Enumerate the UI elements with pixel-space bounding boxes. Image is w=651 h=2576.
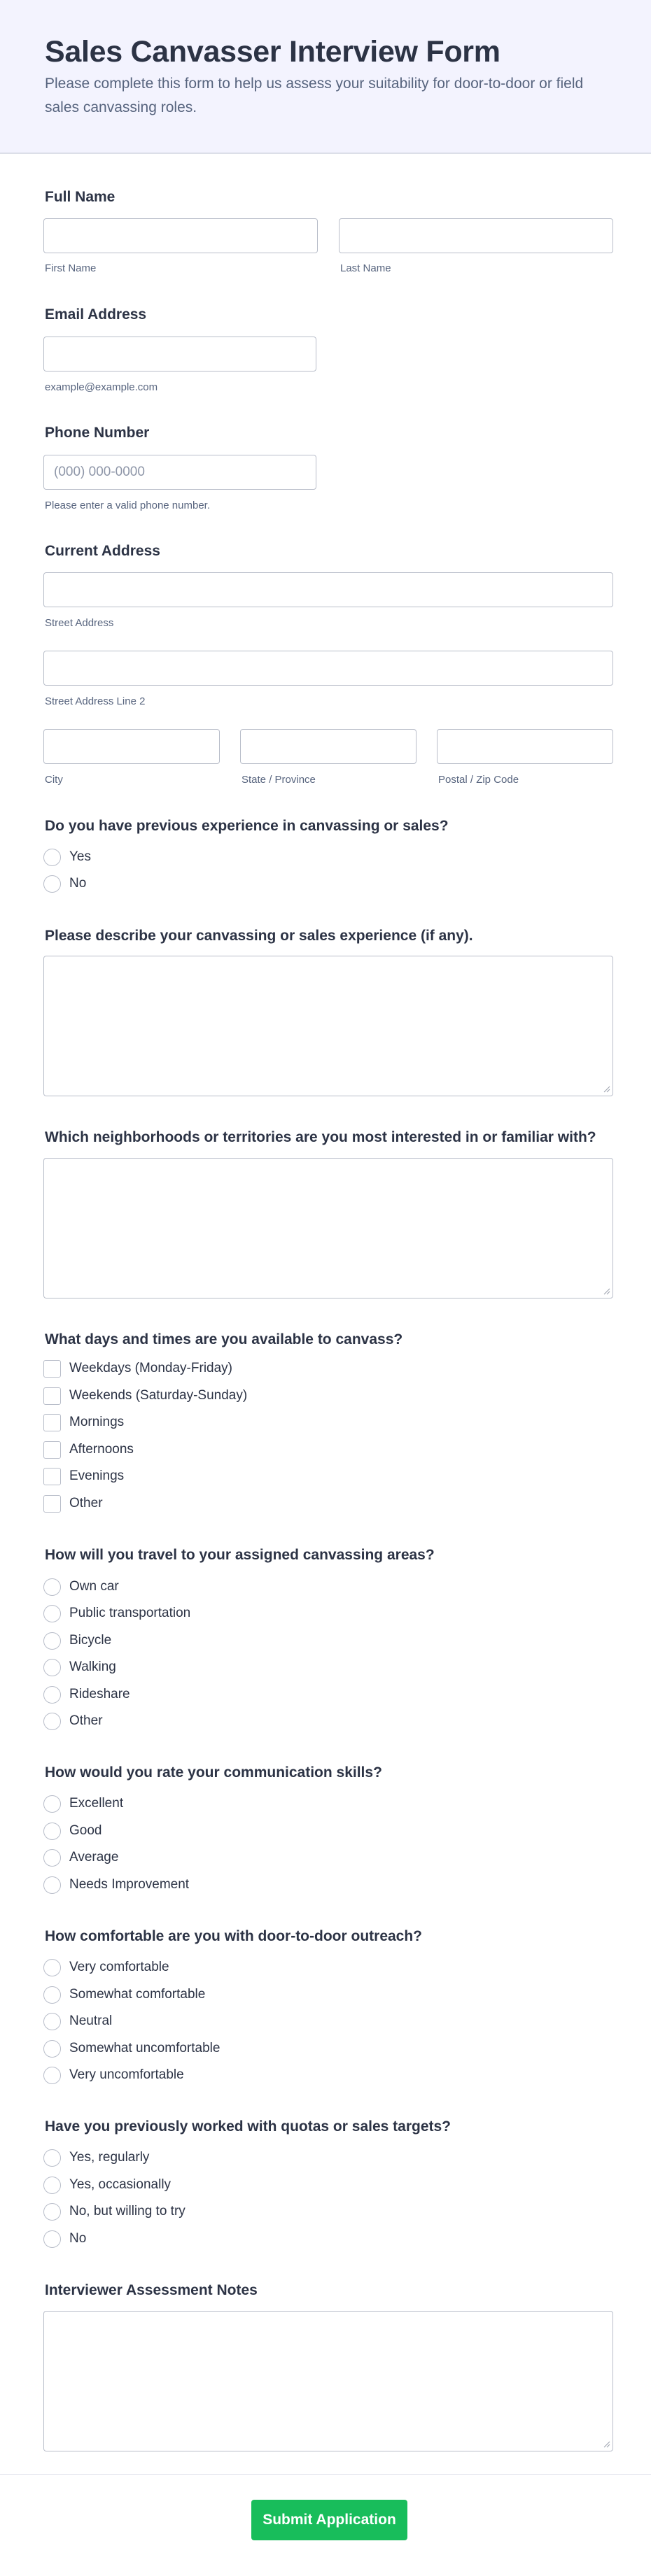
assessment-notes-textarea[interactable] xyxy=(43,2311,613,2451)
communication-option-average[interactable] xyxy=(43,1847,118,1868)
comfort-option-somewhat-uncomfortable[interactable] xyxy=(43,2038,220,2059)
communication-label: How would you rate your communication skills? xyxy=(45,1764,382,1781)
city-sublabel: City xyxy=(45,774,63,786)
comfort-option-neutral[interactable] xyxy=(43,2011,112,2032)
radio-button[interactable] xyxy=(43,1632,61,1650)
assessment-notes-label: Interviewer Assessment Notes xyxy=(45,2282,258,2298)
radio-button[interactable] xyxy=(43,1605,61,1622)
phone-input[interactable] xyxy=(43,455,316,490)
resize-grip-icon[interactable] xyxy=(602,2440,610,2448)
radio-button[interactable] xyxy=(43,1686,61,1704)
option-label: Weekdays (Monday-Friday) xyxy=(69,1361,233,1375)
travel-option-bicycle[interactable] xyxy=(43,1630,111,1651)
option-label: Other xyxy=(69,1713,103,1728)
option-label: Own car xyxy=(69,1579,119,1594)
comfort-label: How comfortable are you with door-to-door outreach? xyxy=(45,1928,423,1944)
comfort-option-very-comfortable[interactable] xyxy=(43,1957,169,1978)
option-label: Very uncomfortable xyxy=(69,2067,184,2082)
quotas-option-no-but-willing[interactable] xyxy=(43,2201,186,2222)
phone-sublabel: Please enter a valid phone number. xyxy=(45,500,210,511)
option-label: Good xyxy=(69,1823,102,1838)
quotas-option-yes-regularly[interactable] xyxy=(43,2147,149,2168)
communication-option-good[interactable] xyxy=(43,1820,102,1841)
availability-option-weekdays[interactable] xyxy=(43,1358,232,1379)
radio-button[interactable] xyxy=(43,1713,61,1730)
checkbox[interactable] xyxy=(43,1441,61,1459)
checkbox[interactable] xyxy=(43,1387,61,1405)
option-label: Evenings xyxy=(69,1469,125,1483)
travel-option-other[interactable] xyxy=(43,1711,103,1732)
city-input[interactable] xyxy=(43,729,220,764)
travel-option-own-car[interactable] xyxy=(43,1576,119,1597)
availability-option-other[interactable] xyxy=(43,1493,103,1514)
last-name-sublabel: Last Name xyxy=(340,262,391,274)
describe-experience-label: Please describe your canvassing or sales experience (if any). xyxy=(45,928,473,944)
radio-button[interactable] xyxy=(43,1986,61,2004)
communication-option-needs-improvement[interactable] xyxy=(43,1874,189,1895)
address-label: Current Address xyxy=(45,543,160,559)
radio-button[interactable] xyxy=(43,1823,61,1840)
zip-input[interactable] xyxy=(437,729,613,764)
page-title: Sales Canvasser Interview Form xyxy=(45,35,500,69)
option-label: Somewhat uncomfortable xyxy=(69,2041,220,2055)
option-label: Very comfortable xyxy=(69,1960,169,1974)
option-label: Excellent xyxy=(69,1796,124,1811)
radio-button[interactable] xyxy=(43,2040,61,2058)
neighborhoods-textarea[interactable] xyxy=(43,1158,613,1298)
option-label: Other xyxy=(69,1496,103,1510)
email-label: Email Address xyxy=(45,306,147,323)
availability-option-weekends[interactable] xyxy=(43,1385,247,1406)
page-subtitle: Please complete this form to help us assess your suitability for door-to-door or field sales canvassing roles. xyxy=(45,76,584,115)
option-label: No xyxy=(69,876,87,891)
street-address-line2-sublabel: Street Address Line 2 xyxy=(45,695,146,707)
radio-button[interactable] xyxy=(43,875,61,893)
comfort-option-somewhat-comfortable[interactable] xyxy=(43,1984,205,2005)
option-label: Yes xyxy=(69,849,91,864)
phone-label: Phone Number xyxy=(45,425,150,441)
availability-option-mornings[interactable] xyxy=(43,1412,124,1433)
option-label: Walking xyxy=(69,1659,116,1674)
first-name-input[interactable] xyxy=(43,218,318,253)
radio-button[interactable] xyxy=(43,1849,61,1867)
radio-button[interactable] xyxy=(43,1659,61,1676)
radio-button[interactable] xyxy=(43,849,61,866)
checkbox[interactable] xyxy=(43,1414,61,1431)
describe-experience-textarea[interactable] xyxy=(43,956,613,1096)
option-label: Somewhat comfortable xyxy=(69,1987,206,2002)
radio-button[interactable] xyxy=(43,1959,61,1976)
experience-label: Do you have previous experience in canvassing or sales? xyxy=(45,818,449,834)
option-label: Weekends (Saturday-Sunday) xyxy=(69,1388,248,1403)
communication-option-excellent[interactable] xyxy=(43,1793,123,1814)
option-label: Bicycle xyxy=(69,1633,112,1648)
travel-option-public-transportation[interactable] xyxy=(43,1603,190,1624)
experience-option-no[interactable] xyxy=(43,873,86,894)
option-label: Yes, regularly xyxy=(69,2150,150,2165)
travel-option-rideshare[interactable] xyxy=(43,1684,130,1705)
comfort-option-very-uncomfortable[interactable] xyxy=(43,2065,184,2086)
radio-button[interactable] xyxy=(43,2013,61,2030)
option-label: No xyxy=(69,2231,87,2246)
full-name-label: Full Name xyxy=(45,189,115,205)
email-sublabel: example@example.com xyxy=(45,381,158,393)
radio-button[interactable] xyxy=(43,1578,61,1596)
option-label: Average xyxy=(69,1850,119,1864)
street-address-sublabel: Street Address xyxy=(45,617,114,629)
form-header xyxy=(0,0,651,154)
quotas-label: Have you previously worked with quotas or sales targets? xyxy=(45,2118,451,2135)
submit-button[interactable]: Submit Application xyxy=(251,2500,407,2540)
email-input[interactable] xyxy=(43,337,316,371)
experience-option-yes[interactable] xyxy=(43,847,91,868)
travel-label: How will you travel to your assigned canvassing areas? xyxy=(45,1547,435,1563)
state-input[interactable] xyxy=(240,729,416,764)
first-name-sublabel: First Name xyxy=(45,262,97,274)
radio-button[interactable] xyxy=(43,2177,61,2194)
radio-button[interactable] xyxy=(43,1795,61,1813)
option-label: Rideshare xyxy=(69,1687,130,1701)
street-address-line2-input[interactable] xyxy=(43,651,613,686)
travel-option-walking[interactable] xyxy=(43,1657,116,1678)
radio-button[interactable] xyxy=(43,2230,61,2248)
option-label: Needs Improvement xyxy=(69,1877,190,1892)
availability-option-evenings[interactable] xyxy=(43,1466,124,1487)
resize-grip-icon[interactable] xyxy=(602,1084,610,1093)
availability-option-afternoons[interactable] xyxy=(43,1439,134,1460)
resize-grip-icon[interactable] xyxy=(602,1287,610,1295)
zip-sublabel: Postal / Zip Code xyxy=(438,774,519,786)
option-label: Mornings xyxy=(69,1415,125,1429)
checkbox[interactable] xyxy=(43,1495,61,1513)
option-label: Public transportation xyxy=(69,1606,191,1620)
quotas-option-yes-occasionally[interactable] xyxy=(43,2174,171,2195)
footer-divider xyxy=(0,2474,651,2475)
street-address-input[interactable] xyxy=(43,572,613,607)
option-label: Yes, occasionally xyxy=(69,2177,172,2192)
radio-button[interactable] xyxy=(43,2149,61,2167)
state-sublabel: State / Province xyxy=(241,774,316,786)
quotas-option-no[interactable] xyxy=(43,2228,86,2249)
option-label: Afternoons xyxy=(69,1442,134,1457)
radio-button[interactable] xyxy=(43,1876,61,1894)
availability-label: What days and times are you available to canvass? xyxy=(45,1331,403,1347)
checkbox[interactable] xyxy=(43,1360,61,1378)
radio-button[interactable] xyxy=(43,2067,61,2084)
option-label: Neutral xyxy=(69,2014,113,2028)
checkbox[interactable] xyxy=(43,1468,61,1485)
radio-button[interactable] xyxy=(43,2203,61,2221)
last-name-input[interactable] xyxy=(339,218,613,253)
neighborhoods-label: Which neighborhoods or territories are you most interested in or familiar with? xyxy=(45,1129,596,1145)
option-label: No, but willing to try xyxy=(69,2204,186,2218)
